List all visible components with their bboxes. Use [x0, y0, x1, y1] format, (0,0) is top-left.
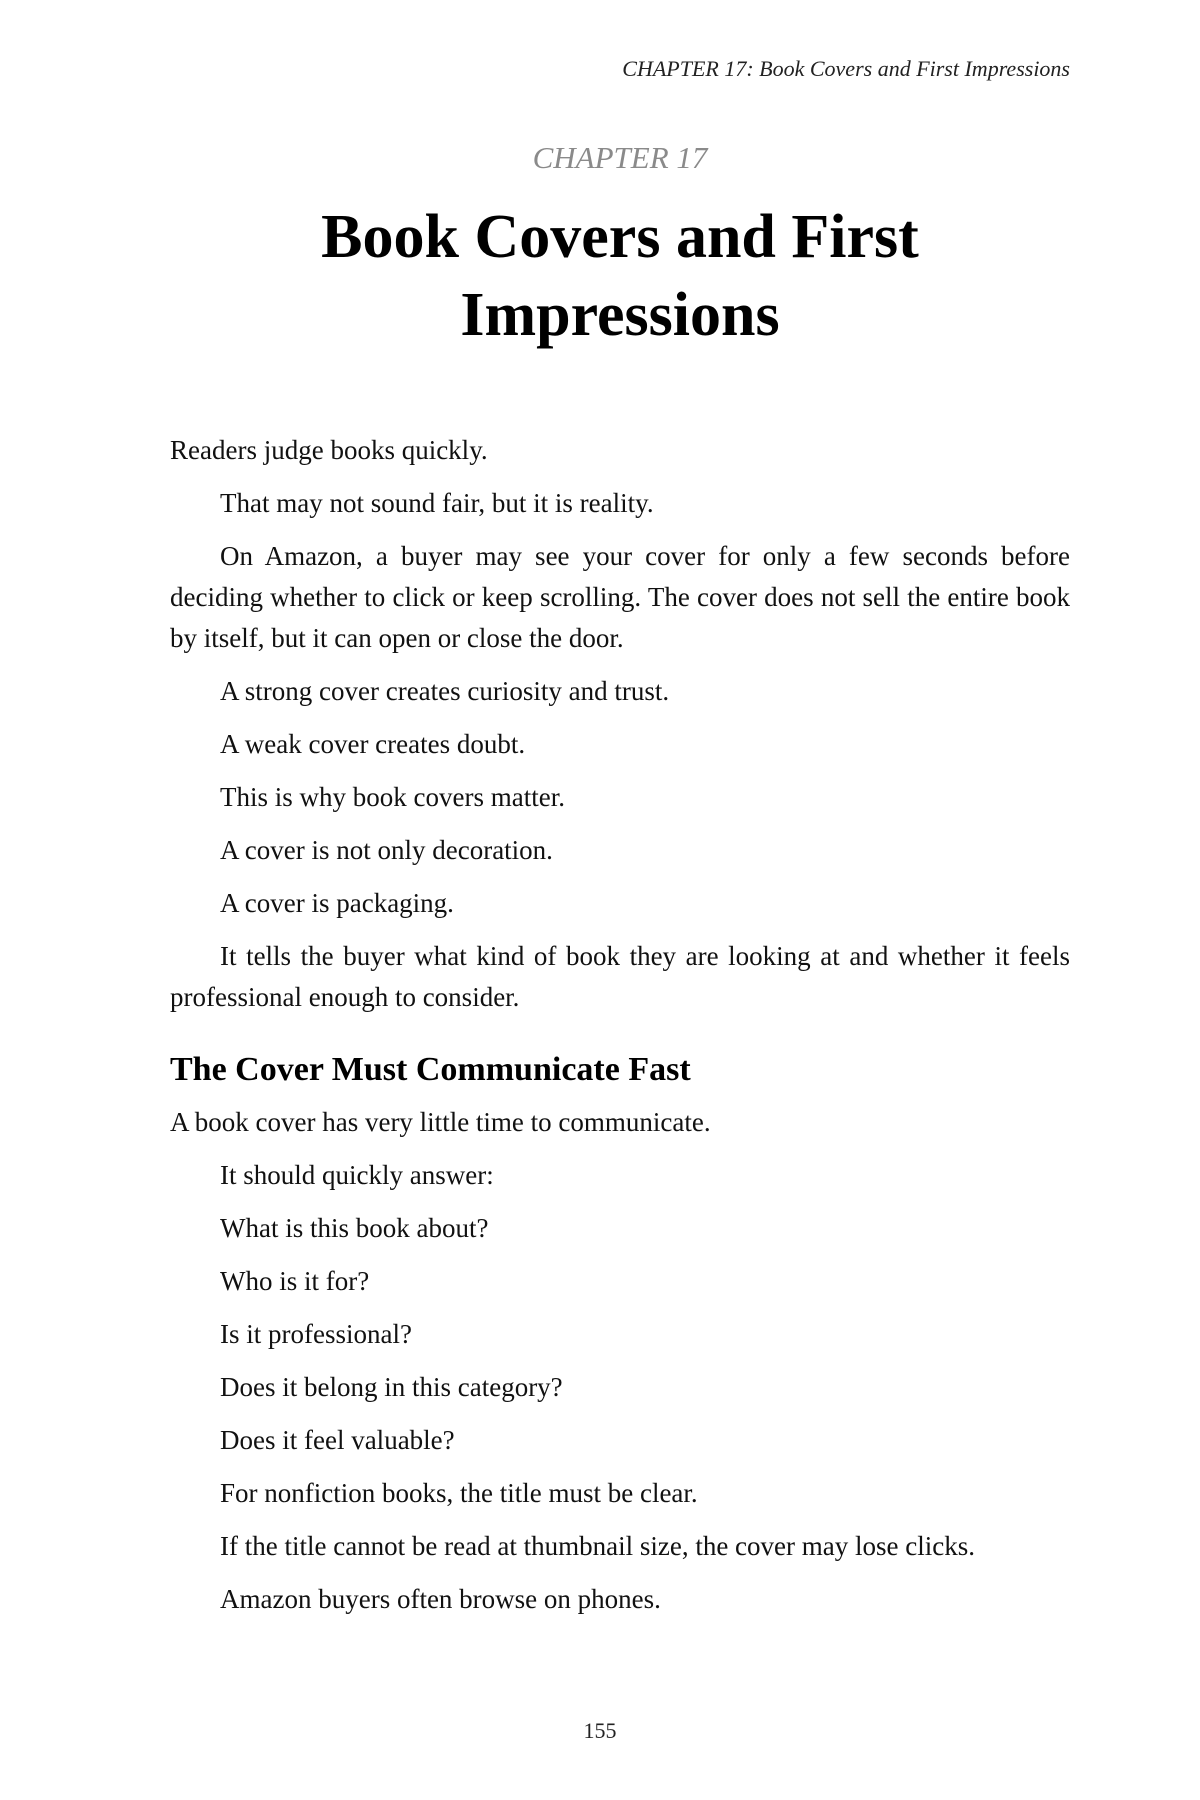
paragraph: It should quickly answer:: [220, 1160, 494, 1190]
paragraph: Is it professional?: [220, 1319, 412, 1349]
section-heading: The Cover Must Communicate Fast: [170, 1051, 691, 1088]
paragraph: What is this book about?: [220, 1213, 489, 1243]
paragraph: Readers judge books quickly.: [170, 435, 488, 465]
paragraph: A weak cover creates doubt.: [220, 729, 526, 759]
paragraph: Does it feel valuable?: [220, 1425, 455, 1455]
paragraph: A cover is not only decoration.: [220, 835, 553, 865]
paragraph: That may not sound fair, but it is reality.: [220, 488, 654, 518]
paragraph: This is why book covers matter.: [220, 782, 565, 812]
paragraph: Who is it for?: [220, 1266, 370, 1296]
chapter-title-line-1: Book Covers and First: [321, 203, 919, 271]
paragraph: If the title cannot be read at thumbnail size, the cover may lose clicks.: [220, 1531, 975, 1561]
page-number: 155: [583, 1718, 617, 1743]
chapter-label: CHAPTER 17: [532, 140, 708, 175]
paragraph: On Amazon, a buyer may see your cover for only a few seconds before deciding whether to click or keep scrolling. The cover does not sell the entire book by itself, but it can open or close the door.: [170, 541, 1070, 653]
paragraph: A cover is packaging.: [220, 888, 454, 918]
body-text: [170, 430, 1070, 1632]
paragraph: Does it belong in this category?: [220, 1372, 563, 1402]
chapter-title-line-2: Impressions: [460, 281, 780, 349]
paragraph: A book cover has very little time to communicate.: [170, 1107, 711, 1137]
paragraph: It tells the buyer what kind of book they are looking at and whether it feels professional enough to consider.: [170, 941, 1070, 1012]
chapter-title: [0, 198, 1200, 354]
running-head: CHAPTER 17: Book Covers and First Impressions: [622, 56, 1070, 81]
paragraph: For nonfiction books, the title must be clear.: [220, 1478, 698, 1508]
paragraph: Amazon buyers often browse on phones.: [220, 1584, 661, 1614]
paragraph: A strong cover creates curiosity and trust.: [220, 676, 670, 706]
